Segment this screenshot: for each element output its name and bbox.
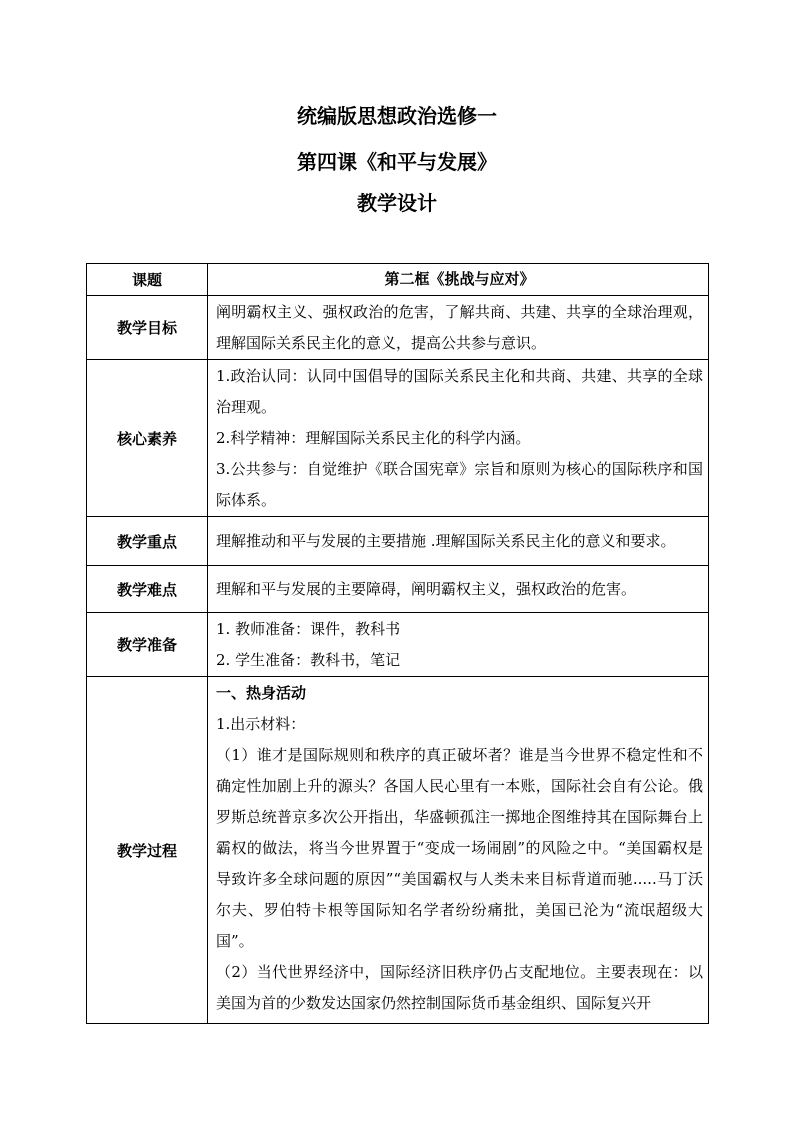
lesson-plan-table [86,263,709,1024]
process-paragraph: （2）当代世界经济中，国际经济旧秩序仍占支配地位。主要表现在：以美国为首的少数发达国家仍然控制国际货币基金组织、国际复兴开 [216,963,703,1012]
literacy-content [208,360,709,517]
key-points-label: 教学重点 [87,517,208,566]
preparation-content [208,613,709,677]
process-content [208,677,709,1024]
document-title: 统编版思想政治选修一 [297,104,497,128]
table-row-process [87,677,709,1024]
difficulties-content [208,566,709,613]
table-row-difficulties [87,566,709,613]
process-heading: 一、热身活动 [216,684,307,702]
table-row-goals [87,296,709,360]
key-points-content [208,517,709,566]
topic-value: 第二框《挑战与应对》 [208,264,709,296]
topic-label: 课题 [87,264,208,296]
literacy-item: 3.公共参与：自觉维护《联合国宪章》宗旨和原则为核心的国际秩序和国际体系。 [216,459,703,509]
preparation-item: 2. 学生准备：教科书，笔记 [216,650,401,669]
table-row-key-points [87,517,709,566]
difficulties-text: 理解和平与发展的主要障碍，阐明霸权主义，强权政治的危害。 [216,579,637,598]
lesson-title: 第四课《和平与发展》 [297,150,497,174]
design-title: 教学设计 [357,191,437,215]
process-subheading: 1.出示材料： [216,715,306,733]
goals-text: 阐明霸权主义、强权政治的危害，了解共商、共建、共享的全球治理观，理解国际关系民主化的意义，提高公共参与意识。 [216,302,703,352]
preparation-item: 1. 教师准备：课件，教科书 [216,619,401,638]
goals-label: 教学目标 [87,296,208,360]
difficulties-label: 教学难点 [87,566,208,613]
literacy-item: 2.科学精神：理解国际关系民主化的科学内涵。 [216,428,531,447]
table-row-literacy [87,360,709,517]
goals-content [208,296,709,360]
table-row-preparation [87,613,709,677]
literacy-item: 1.政治认同：认同中国倡导的国际关系民主化和共商、共建、共享的全球治理观。 [216,366,703,416]
preparation-label: 教学准备 [87,613,208,677]
process-label: 教学过程 [87,677,208,1024]
process-paragraph: （1）谁才是国际规则和秩序的真正破坏者？谁是当今世界不稳定性和不确定性加剧上升的源头？各国人民心里有一本账，国际社会自有公论。俄罗斯总统普京多次公开指出，华盛顿孤注一掷地企图维持其在国际舞台上霸权的做法，将当今世界置于“变成一场闹剧”的风险之中。“美国霸权是导致许多全球问题的原因”“美国霸权与人类未来目标背道而驰.....马丁沃尔夫、罗伯特卡根等国际知名学者纷纷痛批，美国已沦为“流氓超级大国”。 [216,746,703,950]
literacy-label: 核心素养 [87,360,208,517]
table-row-topic [87,264,709,296]
key-points-text: 理解推动和平与发展的主要措施 .理解国际关系民主化的意义和要求。 [216,531,676,550]
